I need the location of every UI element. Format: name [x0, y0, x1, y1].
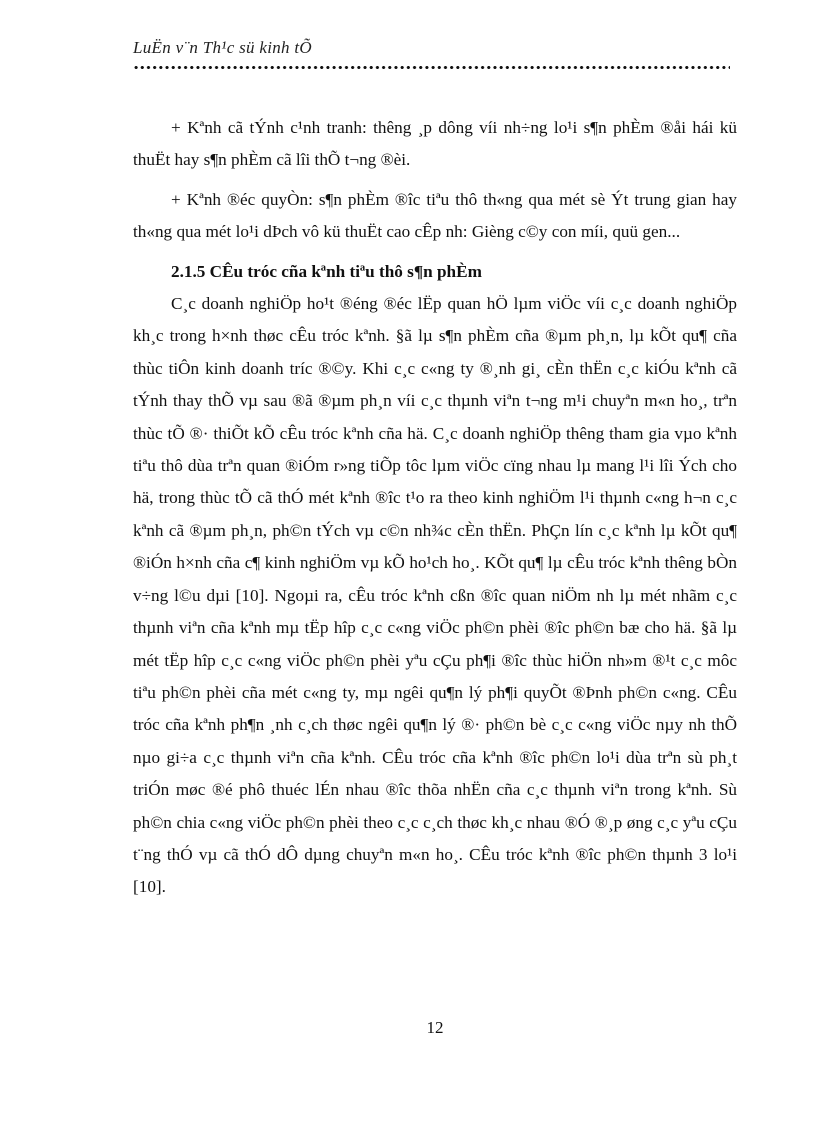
page-number: 12 [426, 1018, 444, 1037]
header-dotted-rule [133, 64, 730, 71]
section-heading: 2.1.5 CÊu tróc cña kªnh tiªu thô s¶n phÈm [171, 261, 482, 281]
paragraph-exclusive-channel: + Kªnh ®éc quyÒn: s¶n phÈm ®îc tiªu thô th«ng qua mét sè Ýt trung gian hay th«ng qua mét lo¹i dÞch vô kü thuËt cao cÊp nh: Gièng c©y con míi, quü gen... [133, 189, 737, 242]
page-body [133, 112, 737, 911]
paragraph-channel-structure: C¸c doanh nghiÖp ho¹t ®éng ®éc lËp quan hÖ lµm viÖc víi c¸c doanh nghiÖp kh¸c trong h×nh thøc cÊu tróc kªnh. §ã lµ s¶n phÈm cña ®µm ph¸n, lµ kÕt qu¶ cña thùc tiÔn kinh doanh tríc ®©y. Khi c¸c c«ng ty ®¸nh gi¸ cÈn thËn c¸c kiÓu kªnh cã tÝnh thay thÕ vµ sau ®ã ®µm ph¸n víi c¸c thµnh viªn t¬ng m¹i chuyªn m«n ho¸, trªn thùc tÕ ®· thiÕt kÕ cÊu tróc kªnh cña hä. C¸c doanh nghiÖp thêng tham gia vµo kªnh tiªu thô dùa trªn quan ®iÓm r»ng tiÕp tôc lµm viÖc cïng nhau lµ mang l¹i lîi Ých cho hä, trong thùc tÕ cã thÓ mét kªnh ®îc t¹o ra theo kinh nghiÖm l¹i thµnh c«ng h¬n c¸c kªnh cã ®µm ph¸n, ph©n tÝch vµ c©n nh¾c cÈn thËn. PhÇn lín c¸c kªnh lµ kÕt qu¶ ®iÓn h×nh cña c¶ kinh nghiÖm vµ kÕ ho¹ch ho¸. KÕt qu¶ lµ cÊu tróc kªnh thêng bÒn v÷ng l©u dµi [10]. Ngoµi ra, cÊu tróc kªnh cßn ®îc quan niÖm nh lµ mét nhãm c¸c thµnh viªn cña kªnh mµ tËp hîp c¸c c«ng viÖc ph©n phèi ®îc ph©n bæ cho hä. §ã lµ mét tËp hîp c¸c c«ng viÖc ph©n phèi yªu cÇu ph¶i ®îc thùc hiÖn nh»m ®¹t c¸c môc tiªu ph©n phèi cña mét c«ng ty, mµ ngêi qu¶n lý ph¶i quyÕt ®Þnh ph©n c«ng. CÊu tróc cña kªnh ph¶n ¸nh c¸ch thøc ngêi qu¶n lý ®· ph©n bè c¸c c«ng viÖc nµy nh thÕ nµo gi÷a c¸c thµnh viªn cña kªnh. CÊu tróc cña kªnh ®îc ph©n lo¹i dùa trªn sù ph¸t triÓn møc ®é phô thuéc lÉn nhau ®îc thõa nhËn cña c¸c thµnh viªn trong kªnh. Sù ph©n chia c«ng viÖc ph©n phèi theo c¸c c¸ch thøc kh¸c nhau ®Ó ®¸p øng c¸c yªu cÇu t¨ng thÓ vµ cã thÓ dÔ dµng chuyªn m«n ho¸. CÊu tróc kªnh ®îc ph©n thµnh 3 lo¹i [10]. [133, 294, 737, 897]
running-header: LuËn v¨n Th¹c sü kinh tÕ [133, 38, 312, 57]
paragraph-competitive-channel: + Kªnh cã tÝnh c¹nh tranh: thêng ¸p dông víi nh÷ng lo¹i s¶n phÈm ®åi hái kü thuËt hay s¶n phÈm cã lîi thÕ t¬ng ®èi. [133, 118, 737, 170]
